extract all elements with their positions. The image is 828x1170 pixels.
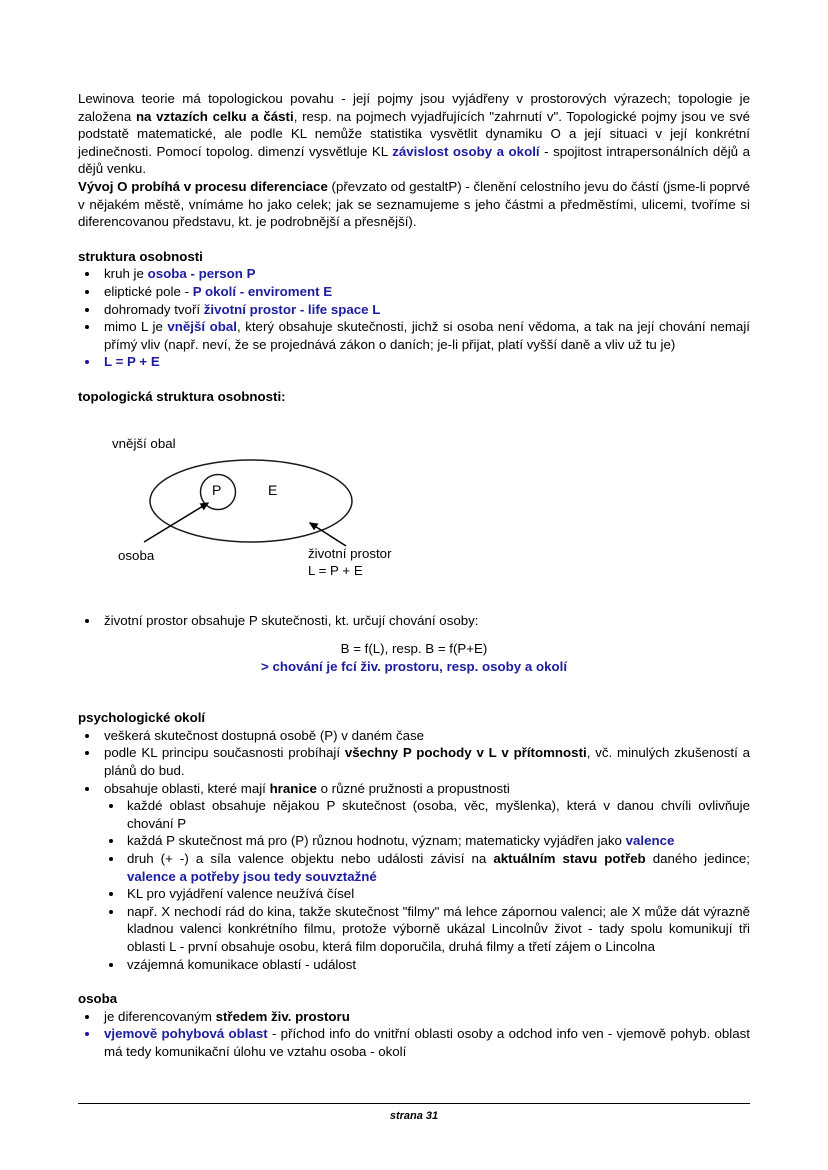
item-text-tail: , který obsahuje skutečnosti, jichž si osoba není vědoma, a tak na její chování nemají přímý vliv (např. neví, že se projednává zákon o daních; je-li přijat, platí vyšší daně a vliv už tu je) bbox=[104, 319, 750, 352]
item-text: obsahuje oblasti, které mají bbox=[104, 780, 270, 796]
item-text: kruh je bbox=[104, 266, 148, 282]
label-lifespace-formula: L = P + E bbox=[308, 562, 363, 578]
psychologicke-sublist bbox=[102, 797, 750, 850]
struktura-list bbox=[78, 265, 750, 371]
item-text: vzájemná komunikace oblastí - událost bbox=[127, 956, 357, 972]
intro-p1-highlight: závislost osoby a okolí bbox=[392, 143, 540, 159]
item-highlight: vnější obal bbox=[167, 319, 237, 335]
item-text-tail: - příchod info do vnitřní oblasti osoby a odchod info ven - vjemově pohyb. oblast má tedy komunikační úlohu ve vztahu osoba - okolí bbox=[104, 1026, 751, 1059]
label-osoba: osoba bbox=[118, 547, 155, 563]
list-item bbox=[102, 797, 750, 832]
list-item bbox=[78, 780, 750, 798]
list-item bbox=[102, 903, 750, 956]
zivotni-prostor-list bbox=[78, 612, 750, 630]
intro-p1-segment-2: , resp. na pojmech vyjadřujících "zahrnutí v". Topologické pojmy jsou ve své podstatě matematické, ale podle KL nemůže statistika vysvětlit dynamiku O a její situaci v její konkrétní jedinečnosti. Pomocí topolog. dimenzí vysvětluje KL bbox=[78, 108, 750, 159]
heading-topologicka-struktura: topologická struktura osobnosti: bbox=[78, 388, 286, 404]
heading-struktura-osobnosti: struktura osobnosti bbox=[78, 248, 203, 264]
footer-page-number: strana 31 bbox=[389, 1110, 439, 1122]
list-item bbox=[102, 885, 750, 903]
item-highlight: životní prostor - life space L bbox=[203, 301, 381, 317]
label-vnejsi-obal: vnější obal bbox=[112, 435, 176, 451]
list-item bbox=[78, 301, 750, 319]
list-item bbox=[102, 832, 750, 850]
list-item bbox=[78, 318, 750, 353]
item-highlight: osoba - person P bbox=[147, 266, 256, 282]
item-text: eliptické pole - bbox=[104, 283, 193, 299]
list-item bbox=[78, 353, 750, 371]
item-highlight: valence a potřeby jsou tedy souvztažné bbox=[127, 868, 377, 884]
item-text: např. X nechodí rád do kina, takže skutečnost "filmy" má lehce zápornou valenci; ale X může dát výrazně kladnou valenci konkrétního filmu, protože výborně ukázal Lincolnův život - tady spolu komunikují tři oblasti L - první obsahuje osobu, která film doporučila, druhá filmy a třetí zájem o Lincolna bbox=[127, 903, 750, 954]
formula-line-1: B = f(L), resp. B = f(P+E) bbox=[340, 641, 488, 657]
behavior-formula-block bbox=[78, 640, 750, 675]
list-item bbox=[102, 850, 750, 885]
item-highlight: P okolí - enviroment E bbox=[192, 283, 333, 299]
item-bold: středem živ. prostoru bbox=[215, 1008, 350, 1024]
spacer bbox=[78, 371, 750, 388]
item-text: každé oblast obsahuje nějakou P skutečnost (osoba, věc, myšlenka), která v danou chvíli ovlivňuje chování P bbox=[127, 798, 750, 831]
intro-p2-segment-1: (převzato od gestaltP) - členění celostního jevu do částí (jsme-li poprvé v nějakém městě, vnímáme ho jako celek; jak se seznamujeme s jeho částmi a předměstími, ulicemi, tvoříme si diferencovanou představu, kt. je podrobnější a přesnější). bbox=[78, 178, 750, 230]
osoba-list bbox=[78, 1008, 750, 1061]
item-bold: hranice bbox=[269, 780, 317, 796]
intro-paragraph-2 bbox=[78, 178, 750, 231]
item-highlight: vjemově pohybová oblast bbox=[104, 1026, 268, 1042]
psychologicke-list bbox=[78, 727, 750, 797]
list-item bbox=[78, 612, 750, 630]
label-environment-e: E bbox=[268, 481, 278, 498]
item-text: podle KL principu současnosti probíhají bbox=[104, 745, 345, 761]
item-highlight: L = P + E bbox=[104, 354, 160, 370]
formula-line-2: > chování je fcí živ. prostoru, resp. osoby a okolí bbox=[260, 658, 568, 674]
topology-diagram bbox=[78, 406, 750, 586]
item-highlight: valence bbox=[625, 833, 675, 849]
item-text-mid: daného jedince; bbox=[645, 851, 751, 867]
heading-osoba: osoba bbox=[78, 991, 118, 1007]
item-bold: všechny P pochody v L v přítomnosti bbox=[344, 745, 587, 761]
intro-paragraph-1 bbox=[78, 90, 750, 178]
intro-p1-bold-1: na vztazích celku a části bbox=[135, 108, 294, 124]
spacer bbox=[78, 675, 750, 709]
intro-p1-segment-3: - spojitost intrapersonálních dějů a dějů venku. bbox=[78, 143, 751, 177]
footer-divider bbox=[78, 1103, 750, 1104]
spacer bbox=[78, 973, 750, 990]
spacer bbox=[78, 586, 750, 612]
list-item bbox=[78, 283, 750, 301]
spacer bbox=[78, 629, 750, 640]
list-item bbox=[78, 1025, 750, 1060]
list-item bbox=[102, 956, 750, 974]
item-text: každá P skutečnost má pro (P) různou hodnotu, význam; matematicky vyjádřen jako bbox=[127, 833, 626, 849]
label-person-p: P bbox=[212, 481, 222, 498]
item-text: veškerá skutečnost dostupná osobě (P) v daném čase bbox=[104, 727, 425, 743]
item-text-tail: o různé pružnosti a propustnosti bbox=[316, 780, 510, 796]
item-text: dohromady tvoří bbox=[104, 301, 204, 317]
list-item bbox=[78, 744, 750, 779]
item-text: je diferencovaným bbox=[104, 1008, 216, 1024]
document-content bbox=[78, 90, 750, 1061]
label-zivotni-prostor: životní prostor bbox=[308, 545, 392, 561]
item-text: mimo L je bbox=[104, 319, 168, 335]
item-text: druh (+ -) a síla valence objektu nebo události závisí na bbox=[127, 851, 494, 867]
item-text: KL pro vyjádření valence neužívá čísel bbox=[127, 886, 355, 902]
list-item bbox=[78, 727, 750, 745]
item-bold: aktuálním stavu potřeb bbox=[493, 851, 646, 867]
heading-psychologicke-okoli: psychologické okolí bbox=[78, 710, 206, 726]
item-text: životní prostor obsahuje P skutečnosti, kt. určují chování osoby: bbox=[104, 612, 479, 628]
diagram-svg bbox=[78, 406, 750, 586]
life-space-arrow bbox=[310, 523, 346, 546]
valence-sublist bbox=[102, 850, 750, 973]
intro-p1-segment-1: Lewinova teorie má topologickou povahu - její pojmy jsou vyjádřeny v prostorových výrazech; topologie je založena bbox=[78, 91, 750, 124]
list-item bbox=[78, 1008, 750, 1026]
item-text-tail: , vč. minulých zkušeností a plánů do bud. bbox=[104, 745, 751, 779]
list-item bbox=[78, 265, 750, 283]
intro-p2-bold: Vývoj O probíhá v procesu diferenciace bbox=[78, 178, 328, 194]
spacer bbox=[78, 231, 750, 248]
